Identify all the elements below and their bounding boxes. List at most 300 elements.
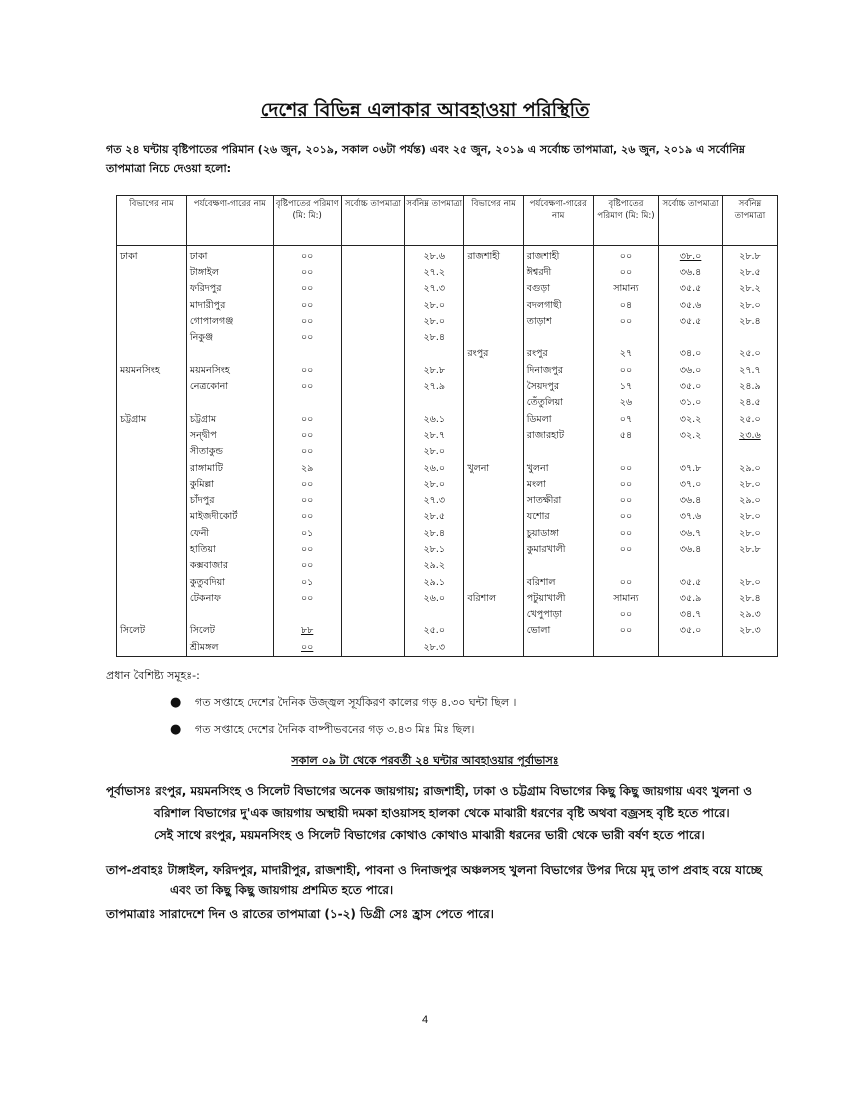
table-cell: ২৪.৫ — [722, 396, 777, 412]
table-cell: সন্দ্বীপ — [186, 428, 273, 444]
table-cell — [117, 396, 187, 412]
col-rainfall: বৃষ্টিপাতের পরিমাণ (মি: মি:) — [273, 196, 341, 246]
table-cell: ২৮.৪ — [722, 314, 777, 330]
table-cell: ২৮.০ — [722, 526, 777, 542]
table-cell: ২৯.০ — [722, 493, 777, 509]
table-row — [117, 363, 778, 379]
table-cell — [341, 314, 405, 330]
table-cell: ৩৫.০ — [659, 624, 723, 640]
table-cell — [341, 282, 405, 298]
table-cell: সীতাকুন্ড — [186, 445, 273, 461]
table-cell: রংপুর — [464, 347, 523, 363]
table-cell: ২৮.০ — [405, 298, 464, 314]
table-cell: ২৪.৯ — [722, 379, 777, 395]
table-cell — [523, 559, 593, 575]
table-cell: ২৮.০ — [722, 575, 777, 591]
table-cell — [117, 314, 187, 330]
bullet-icon: ● — [170, 695, 182, 710]
table-row — [117, 493, 778, 509]
table-cell: শ্রীমঙ্গল — [186, 640, 273, 657]
table-row — [117, 608, 778, 624]
table-cell — [722, 640, 777, 657]
col-station-2: পর্যবেক্ষণা-গারের নাম — [523, 196, 593, 246]
table-cell — [464, 559, 523, 575]
table-cell — [117, 379, 187, 395]
table-row — [117, 265, 778, 281]
table-cell: খুলনা — [464, 461, 523, 477]
table-cell: ০০ — [273, 542, 341, 558]
features-heading: প্রধান বৈশিষ্ট্য সমূহঃ-: — [106, 669, 200, 682]
table-cell — [341, 330, 405, 346]
table-cell: ২৬.১ — [405, 412, 464, 428]
table-cell: ৩৫.৫ — [659, 314, 723, 330]
table-cell: ৩১.০ — [659, 396, 723, 412]
temperature-paragraph: তাপমাত্রাঃ সারাদেশে দিন ও রাতের তাপমাত্রা (১-২) ডিগ্রী সেঃ হ্রাস পেতে পারে। — [106, 907, 494, 921]
table-cell — [464, 265, 523, 281]
list-item: ● গত সপ্তাহে দেশের দৈনিক বাষ্পীভবনের গড় ৩.৪৩ মিঃ মিঃ ছিল। — [170, 722, 475, 737]
table-cell — [659, 559, 723, 575]
table-cell: ০০ — [273, 428, 341, 444]
table-cell: দিনাজপুর — [523, 363, 593, 379]
list-item: ● গত সপ্তাহে দেশের দৈনিক উজ্জ্বল সূর্যকিরণ কালের গড় ৪.৩০ ঘন্টা ছিল । — [170, 695, 517, 710]
table-cell — [464, 363, 523, 379]
table-cell — [186, 347, 273, 363]
table-cell: ২৭.৩ — [405, 282, 464, 298]
table-cell: ৩৪.০ — [659, 347, 723, 363]
col-division: বিভাগের নাম — [117, 196, 187, 246]
forecast-paragraph: পূর্বাভাসঃ রংপুর, ময়মনসিংহ ও সিলেট বিভাগের অনেক জায়গায়; রাজশাহী, ঢাকা ও চট্টগ্রাম বিভাগের কিছু কিছু জায়গায় এবং খুলনা ও বরিশাল বিভাগের দু'এক জায়গায় অস্থায়ী দমকা হাওয়াসহ হালকা থেকে মাঝারী ধরণের বৃষ্টি অথবা বজ্রসহ বৃষ্টি হতে পারে। সেই সাথে রংপুর, ময়মনসিংহ ও সিলেট বিভাগের কোথাও কোথাও মাঝারী ধরনের ভারী থেকে ভারী বর্ষণ হতে পারে। — [106, 784, 753, 842]
col-station: পর্যবেক্ষণা-গারের নাম — [186, 196, 273, 246]
table-cell: কুমারখালী — [523, 542, 593, 558]
heatwave-paragraph: তাপ-প্রবাহঃ টাঙ্গাইল, ফরিদপুর, মাদারীপুর, রাজশাহী, পাবনা ও দিনাজপুর অঞ্চলসহ খুলনা বিভাগের উপর দিয়ে মৃদু তাপ প্রবাহ বয়ে যাচ্ছে এবং তা কিছু কিছু জায়গায় প্রশমিত হতে পারে। — [106, 863, 762, 897]
table-cell — [464, 640, 523, 657]
table-cell — [117, 347, 187, 363]
table-cell: ০০ — [593, 265, 659, 281]
table-cell — [722, 445, 777, 461]
table-cell: ০০ — [273, 330, 341, 346]
table-cell: বরিশাল — [464, 591, 523, 607]
table-cell — [722, 330, 777, 346]
table-row — [117, 461, 778, 477]
table-cell: বদলগাছী — [523, 298, 593, 314]
col-min-temp: সর্বনিম্ন তাপমাত্রা — [405, 196, 464, 246]
table-cell: ৩২.২ — [659, 412, 723, 428]
col-max-temp-2: সর্বোচ্চ তাপমাত্রা — [659, 196, 723, 246]
table-cell — [464, 510, 523, 526]
table-cell: সিলেট — [186, 624, 273, 640]
table-cell — [117, 282, 187, 298]
table-cell: মাদারীপুর — [186, 298, 273, 314]
table-cell: ৩৭.০ — [659, 477, 723, 493]
table-cell — [341, 624, 405, 640]
table-cell: বরিশাল — [523, 575, 593, 591]
table-cell: নেত্রকোনা — [186, 379, 273, 395]
table-cell: মাইজদীকোর্ট — [186, 510, 273, 526]
table-cell — [341, 298, 405, 314]
table-cell — [186, 608, 273, 624]
table-cell: ২৯.৩ — [722, 608, 777, 624]
table-cell: ৩৬.৪ — [659, 493, 723, 509]
table-cell: ৩৬.৪ — [659, 265, 723, 281]
table-cell — [341, 445, 405, 461]
table-cell — [593, 330, 659, 346]
table-cell: ২৮.০ — [722, 510, 777, 526]
table-row — [117, 510, 778, 526]
table-cell: ৩৫.৯ — [659, 591, 723, 607]
table-cell: ২৮.৫ — [722, 265, 777, 281]
table-cell: ০১ — [273, 575, 341, 591]
table-cell — [117, 428, 187, 444]
table-cell: ০০ — [273, 363, 341, 379]
table-cell — [341, 347, 405, 363]
col-rainfall-2: বৃষ্টিপাতের পরিমাণ (মি: মি:) — [593, 196, 659, 246]
table-row — [117, 428, 778, 444]
table-cell — [464, 282, 523, 298]
table-cell: ৩২.২ — [659, 428, 723, 444]
table-cell — [341, 591, 405, 607]
table-cell — [464, 493, 523, 509]
table-row — [117, 379, 778, 395]
table-row — [117, 412, 778, 428]
table-cell — [341, 363, 405, 379]
table-cell: ০০ — [593, 510, 659, 526]
table-cell: ২৯.২ — [405, 559, 464, 575]
table-cell: ২৮.১ — [405, 542, 464, 558]
table-cell: খুলনা — [523, 461, 593, 477]
table-cell: ০০ — [273, 493, 341, 509]
table-cell — [341, 575, 405, 591]
table-cell: ৩৮.০ — [659, 246, 723, 266]
table-cell — [117, 330, 187, 346]
bullet-icon: ● — [170, 722, 182, 737]
table-cell — [464, 330, 523, 346]
table-cell: টাঙ্গাইল — [186, 265, 273, 281]
page-number: 4 — [421, 1014, 429, 1026]
table-cell — [341, 493, 405, 509]
table-cell: ০১ — [273, 526, 341, 542]
col-max-temp: সর্বোচ্চ তাপমাত্রা — [341, 196, 405, 246]
table-cell: ৩৫.৫ — [659, 575, 723, 591]
table-row — [117, 396, 778, 412]
table-cell: গোপালগঞ্জ — [186, 314, 273, 330]
table-cell: ২৮.৫ — [405, 510, 464, 526]
table-cell: ০০ — [593, 526, 659, 542]
table-cell: রাঙ্গামাটি — [186, 461, 273, 477]
table-cell: ২৬.০ — [405, 591, 464, 607]
table-cell: ০০ — [273, 298, 341, 314]
table-cell: ২৮.৮ — [405, 363, 464, 379]
table-cell: চট্টগ্রাম — [186, 412, 273, 428]
table-cell: ০৪ — [593, 298, 659, 314]
table-cell — [464, 396, 523, 412]
table-cell: ০০ — [593, 314, 659, 330]
table-cell: রংপুর — [523, 347, 593, 363]
table-cell: ৩৫.৬ — [659, 298, 723, 314]
table-cell: পটুয়াখালী — [523, 591, 593, 607]
table-row — [117, 624, 778, 640]
table-cell: ০০ — [593, 575, 659, 591]
table-cell — [117, 493, 187, 509]
table-cell: ২৫.০ — [405, 624, 464, 640]
table-cell: ০০ — [593, 363, 659, 379]
table-cell — [464, 608, 523, 624]
table-cell: সিলেট — [117, 624, 187, 640]
intro-paragraph: গত ২৪ ঘন্টায় বৃষ্টিপাতের পরিমান (২৬ জুন, ২০১৯, সকাল ০৬টা পর্যন্ত) এবং ২৫ জুন, ২০১৯ এ সর্বোচ্চ তাপমাত্রা, ২৬ জুন, ২০১৯ এ সর্বোনিম্ন তাপমাত্রা নিচে দেওয়া হলো: — [106, 143, 745, 175]
table-cell — [341, 428, 405, 444]
table-cell: সামান্য — [593, 282, 659, 298]
table-cell: ২৭.২ — [405, 265, 464, 281]
table-cell — [341, 461, 405, 477]
table-cell — [341, 559, 405, 575]
table-row — [117, 640, 778, 657]
table-cell — [117, 477, 187, 493]
table-cell — [659, 445, 723, 461]
table-cell — [117, 542, 187, 558]
table-cell: ০০ — [593, 461, 659, 477]
table-cell: চুয়াডাঙ্গা — [523, 526, 593, 542]
table-cell — [341, 265, 405, 281]
table-cell — [341, 510, 405, 526]
table-cell: ২৮.০ — [405, 477, 464, 493]
table-cell: ২৮.২ — [722, 282, 777, 298]
table-cell — [273, 608, 341, 624]
table-cell: ২৮.৩ — [405, 640, 464, 657]
table-cell: খেপুপাড়া — [523, 608, 593, 624]
table-cell: ০৭ — [593, 412, 659, 428]
table-cell: ৮৮ — [273, 624, 341, 640]
table-cell: সামান্য — [593, 591, 659, 607]
table-cell: ২৮.৭ — [405, 428, 464, 444]
table-cell: ২৫.০ — [722, 347, 777, 363]
table-cell: ০০ — [273, 559, 341, 575]
table-cell: ২৯.১ — [405, 575, 464, 591]
table-cell: ০০ — [273, 246, 341, 266]
table-cell: সৈয়দপুর — [523, 379, 593, 395]
table-cell: হাতিয়া — [186, 542, 273, 558]
table-cell: ২৮.৮ — [722, 542, 777, 558]
table-cell: ভোলা — [523, 624, 593, 640]
table-cell: ময়মনসিংহ — [117, 363, 187, 379]
table-cell: ০০ — [273, 412, 341, 428]
table-cell: ২৮.৮ — [722, 246, 777, 266]
table-cell: ৫৪ — [593, 428, 659, 444]
table-cell — [593, 445, 659, 461]
table-cell: ২৮.৬ — [405, 246, 464, 266]
table-cell: ২৭ — [593, 347, 659, 363]
table-row — [117, 591, 778, 607]
table-cell: চট্টগ্রাম — [117, 412, 187, 428]
table-cell: ২৭.৯ — [405, 379, 464, 395]
table-cell — [341, 412, 405, 428]
table-cell: কক্সবাজার — [186, 559, 273, 575]
table-row — [117, 347, 778, 363]
table-cell — [593, 559, 659, 575]
table-cell — [405, 396, 464, 412]
table-cell — [523, 445, 593, 461]
table-row — [117, 282, 778, 298]
table-cell: ডিমলা — [523, 412, 593, 428]
table-cell — [117, 640, 187, 657]
table-cell: ৩৫.০ — [659, 379, 723, 395]
weather-table — [116, 195, 778, 657]
table-cell — [117, 298, 187, 314]
table-cell — [405, 347, 464, 363]
table-cell — [273, 347, 341, 363]
col-division-2: বিভাগের নাম — [464, 196, 523, 246]
table-cell: রাজশাহী — [523, 246, 593, 266]
table-cell — [117, 575, 187, 591]
table-cell: ৩৬.৪ — [659, 542, 723, 558]
table-cell: ময়মনসিংহ — [186, 363, 273, 379]
table-cell: ২৬.০ — [405, 461, 464, 477]
table-cell — [341, 396, 405, 412]
table-cell: কুতুবদিয়া — [186, 575, 273, 591]
table-cell — [341, 640, 405, 657]
forecast-heading: সকাল ০৯ টা থেকে পরবর্তী ২৪ ঘন্টার আবহাওয়ার পূর্বাভাসঃ — [291, 754, 559, 767]
table-cell — [117, 608, 187, 624]
table-cell: ২৮.০ — [722, 298, 777, 314]
table-cell: ২৮.৩ — [722, 624, 777, 640]
table-row — [117, 542, 778, 558]
table-cell: ২৭.৭ — [722, 363, 777, 379]
table-cell: ০০ — [273, 640, 341, 657]
table-cell: যশোর — [523, 510, 593, 526]
table-cell — [341, 379, 405, 395]
table-row — [117, 477, 778, 493]
table-cell: ০০ — [593, 624, 659, 640]
table-cell — [464, 575, 523, 591]
table-row — [117, 330, 778, 346]
table-cell: ২৮.০ — [405, 445, 464, 461]
table-cell — [341, 246, 405, 266]
table-cell — [117, 526, 187, 542]
table-cell: ৩৭.৬ — [659, 510, 723, 526]
table-cell: ০০ — [273, 379, 341, 395]
table-cell: ২৩.৬ — [722, 428, 777, 444]
table-cell — [523, 330, 593, 346]
table-cell: ২৮.৪ — [405, 330, 464, 346]
table-cell — [722, 559, 777, 575]
table-cell — [659, 330, 723, 346]
table-row — [117, 314, 778, 330]
table-cell: রাজশাহী — [464, 246, 523, 266]
table-cell: মংলা — [523, 477, 593, 493]
table-cell: ০০ — [593, 246, 659, 266]
table-cell: ৩৭.৮ — [659, 461, 723, 477]
page-title: দেশের বিভিন্ন এলাকার আবহাওয়া পরিস্থিতি — [260, 99, 590, 121]
table-cell — [117, 445, 187, 461]
table-cell: ২৬ — [593, 396, 659, 412]
table-cell — [464, 298, 523, 314]
table-cell: ২৮.৪ — [722, 591, 777, 607]
table-cell — [341, 542, 405, 558]
table-cell: ২৭.৩ — [405, 493, 464, 509]
table-cell: চাঁদপুর — [186, 493, 273, 509]
table-cell: ফেনী — [186, 526, 273, 542]
table-row — [117, 526, 778, 542]
table-cell: ০০ — [593, 477, 659, 493]
table-cell: ০০ — [593, 493, 659, 509]
table-row — [117, 445, 778, 461]
table-cell — [593, 640, 659, 657]
table-cell: ২৮.৪ — [405, 526, 464, 542]
table-cell: ২৮.০ — [405, 314, 464, 330]
table-cell: ২৯ — [273, 461, 341, 477]
table-cell: ঢাকা — [117, 246, 187, 266]
table-cell: তাড়াশ — [523, 314, 593, 330]
table-cell: ৩৫.৫ — [659, 282, 723, 298]
table-row — [117, 559, 778, 575]
table-cell — [117, 461, 187, 477]
table-cell — [464, 542, 523, 558]
table-cell — [464, 428, 523, 444]
table-cell — [464, 314, 523, 330]
table-cell: ০০ — [273, 477, 341, 493]
table-cell: নিকুঞ্জ — [186, 330, 273, 346]
table-cell — [117, 265, 187, 281]
table-header-row — [117, 196, 778, 246]
table-cell: ০০ — [273, 282, 341, 298]
table-cell — [659, 640, 723, 657]
features-list — [170, 694, 517, 748]
table-cell: ৩৬.৭ — [659, 526, 723, 542]
table-cell: কুমিল্লা — [186, 477, 273, 493]
table-cell: ২৮.০ — [722, 477, 777, 493]
table-row — [117, 575, 778, 591]
table-cell: ২৫.০ — [722, 412, 777, 428]
table-cell: ০০ — [273, 445, 341, 461]
table-cell — [464, 624, 523, 640]
table-cell: টেকনাফ — [186, 591, 273, 607]
table-cell: ঢাকা — [186, 246, 273, 266]
table-cell: ১৭ — [593, 379, 659, 395]
table-row — [117, 298, 778, 314]
table-cell: ঈশ্বরদী — [523, 265, 593, 281]
table-cell — [464, 379, 523, 395]
table-cell: ০০ — [273, 510, 341, 526]
table-cell: ৩৬.০ — [659, 363, 723, 379]
table-cell — [464, 412, 523, 428]
table-cell — [341, 477, 405, 493]
table-cell — [117, 559, 187, 575]
table-cell — [117, 591, 187, 607]
table-cell — [341, 608, 405, 624]
table-cell — [523, 640, 593, 657]
table-cell: ০০ — [593, 608, 659, 624]
table-cell: সাতক্ষীরা — [523, 493, 593, 509]
table-cell: তেঁতুলিয়া — [523, 396, 593, 412]
table-cell — [117, 510, 187, 526]
table-cell — [341, 526, 405, 542]
table-cell — [464, 526, 523, 542]
table-cell: ০০ — [273, 265, 341, 281]
table-cell: ০০ — [273, 314, 341, 330]
table-cell: ফরিদপুর — [186, 282, 273, 298]
table-cell: বগুড়া — [523, 282, 593, 298]
table-cell — [273, 396, 341, 412]
col-min-temp-2: সর্বনিম্ন তাপমাত্রা — [722, 196, 777, 246]
table-cell: ৩৪.৭ — [659, 608, 723, 624]
table-cell: ০০ — [593, 542, 659, 558]
table-row — [117, 246, 778, 266]
table-cell: রাজারহাট — [523, 428, 593, 444]
table-cell: ০০ — [273, 591, 341, 607]
table-cell — [464, 477, 523, 493]
table-cell — [186, 396, 273, 412]
table-cell — [405, 608, 464, 624]
table-cell — [464, 445, 523, 461]
table-cell: ২৯.০ — [722, 461, 777, 477]
